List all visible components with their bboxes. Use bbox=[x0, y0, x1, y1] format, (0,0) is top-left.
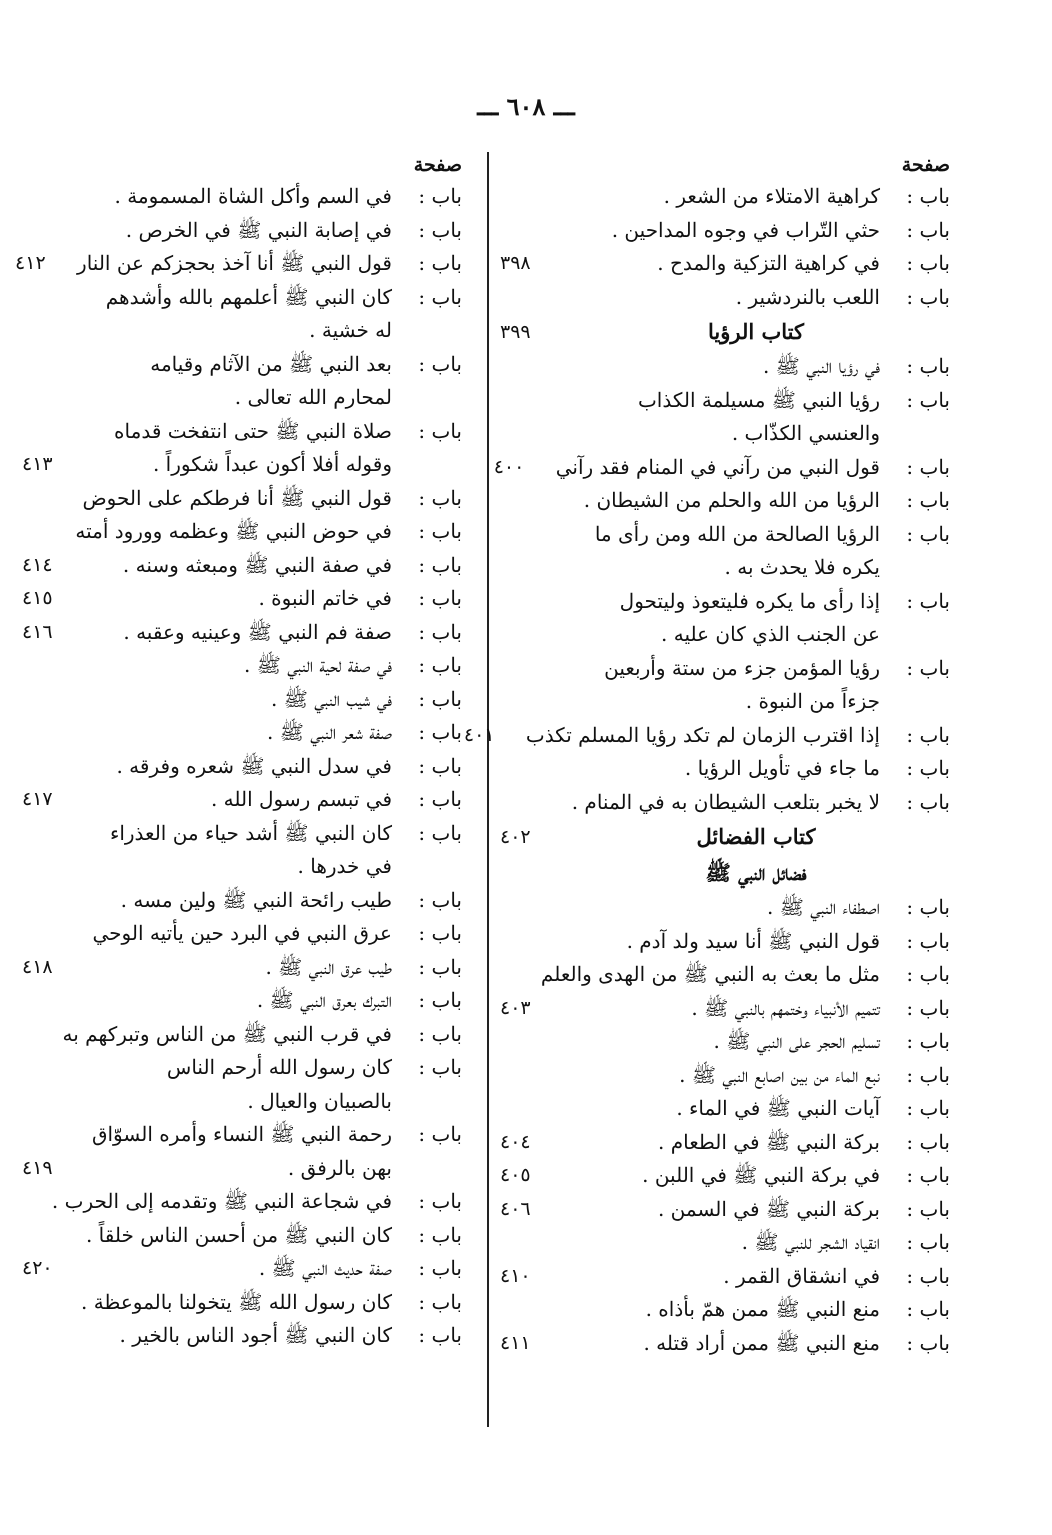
entry-label: باب : bbox=[906, 387, 950, 412]
entry-label: باب : bbox=[418, 217, 462, 242]
toc-entry bbox=[500, 1025, 950, 1059]
page-ref: ٤١٦ bbox=[22, 620, 53, 643]
entry-label: باب : bbox=[906, 895, 950, 919]
page-ref: ٤١٤ bbox=[22, 553, 53, 576]
toc-entry bbox=[500, 350, 950, 384]
entry-label: باب : bbox=[418, 1256, 462, 1280]
entry-text: قول النبي ﷺ أنا فرطكم على الحوض bbox=[82, 485, 392, 510]
entry-text: في تبسم رسول الله . bbox=[210, 787, 392, 811]
entry-text: في سدل النبي ﷺ شعره وفرقه . bbox=[116, 753, 392, 778]
entry-continuation bbox=[22, 448, 462, 482]
entry-text: في خدرها . bbox=[297, 854, 392, 878]
page-ref: ٤٠٤ bbox=[500, 1130, 531, 1153]
entry-text: انقياد الشجر للنبي ﷺ . bbox=[741, 1230, 880, 1254]
section-heading-text: كتاب الرؤيا bbox=[707, 319, 805, 344]
entry-text: رحمة النبي ﷺ النساء وأمره السوّاق bbox=[91, 1122, 392, 1146]
toc-entry bbox=[500, 958, 950, 992]
entry-label: باب : bbox=[418, 1055, 462, 1079]
entry-text: منع النبي ﷺ ممن همّ بأذاه . bbox=[645, 1297, 880, 1321]
entry-label: باب : bbox=[906, 284, 950, 309]
entry-text: اصطفاء النبي ﷺ . bbox=[767, 895, 880, 919]
toc-entry bbox=[500, 518, 950, 552]
entry-label: باب : bbox=[418, 552, 462, 577]
toc-entry bbox=[500, 1193, 950, 1227]
toc-entry bbox=[22, 348, 462, 382]
entry-label: باب : bbox=[906, 756, 950, 780]
page-number: ـــ ٦٠٨ ـــ bbox=[477, 92, 575, 121]
section-heading bbox=[500, 819, 950, 855]
toc-entry bbox=[22, 281, 462, 315]
page-ref: ٤٠٣ bbox=[500, 996, 531, 1019]
entry-label: باب : bbox=[418, 619, 462, 644]
entry-label: باب : bbox=[418, 988, 462, 1012]
entry-continuation bbox=[500, 618, 950, 652]
toc-entry bbox=[500, 752, 950, 786]
toc-entry bbox=[22, 616, 462, 650]
toc-entry bbox=[500, 1059, 950, 1093]
page-ref: ٤١٠ bbox=[500, 1264, 531, 1287]
entry-continuation bbox=[500, 417, 950, 451]
toc-entry bbox=[22, 750, 462, 784]
section-heading bbox=[500, 855, 950, 891]
entry-label: باب : bbox=[906, 655, 950, 680]
entry-text: بركة النبي ﷺ في السمن . bbox=[657, 1196, 880, 1221]
entry-label: باب : bbox=[418, 1122, 462, 1146]
entry-label: باب : bbox=[906, 928, 950, 953]
entry-text: بالصبيان والعيال . bbox=[247, 1088, 392, 1113]
entry-label: باب : bbox=[418, 921, 462, 945]
toc-entry bbox=[22, 984, 462, 1018]
toc-entry bbox=[500, 1293, 950, 1327]
entry-text: قول النبي ﷺ أنا آخذ بحجزكم عن النار bbox=[77, 251, 392, 275]
page-ref: ٤٠٢ bbox=[500, 826, 531, 848]
page-ref: ٤١٧ bbox=[22, 788, 53, 810]
entry-label: باب : bbox=[906, 1029, 950, 1053]
entry-text: في رؤيا النبي ﷺ . bbox=[762, 354, 880, 378]
entry-label: باب : bbox=[418, 653, 462, 677]
entry-text: نبع الماء من بين اصابع النبي ﷺ . bbox=[679, 1062, 880, 1087]
entry-text: بركة النبي ﷺ في الطعام . bbox=[658, 1129, 880, 1154]
entry-text: صفة حديث النبي ﷺ . bbox=[258, 1256, 392, 1280]
entry-text: ما جاء في تأويل الرؤيا . bbox=[684, 756, 880, 780]
entry-label: باب : bbox=[906, 217, 950, 242]
toc-column-right bbox=[463, 150, 950, 1360]
entry-label: باب : bbox=[906, 789, 950, 814]
toc-entry bbox=[22, 482, 462, 516]
entry-continuation bbox=[22, 1152, 462, 1186]
toc-entry bbox=[500, 1159, 950, 1193]
page-ref: ٤٠٠ bbox=[493, 455, 525, 478]
entry-continuation bbox=[500, 551, 950, 585]
toc-entry bbox=[500, 484, 950, 518]
entry-continuation bbox=[22, 381, 462, 415]
entry-text: الرؤيا الصالحة من الله ومن رأى ما bbox=[594, 521, 880, 546]
entry-text: بعد النبي ﷺ من الآثام وقيامه bbox=[150, 351, 392, 376]
entry-text: لمحارم الله تعالى . bbox=[234, 385, 392, 409]
toc-entry bbox=[500, 992, 950, 1026]
page-ref: ٤٢٠ bbox=[22, 1257, 53, 1279]
entry-text: في قرب النبي ﷺ من الناس وتبركهم به bbox=[62, 1021, 392, 1046]
entry-text: في إصابة النبي ﷺ في الخرص . bbox=[125, 217, 392, 242]
entry-label: باب : bbox=[418, 485, 462, 510]
entry-text: لا يخبر بتلعب الشيطان به في المنام . bbox=[571, 789, 880, 814]
entry-label: باب : bbox=[418, 1289, 462, 1314]
toc-entry bbox=[22, 817, 462, 851]
entry-label: باب : bbox=[418, 251, 462, 275]
entry-text: كان رسول الله ﷺ يتخولنا بالموعظة . bbox=[80, 1289, 392, 1314]
toc-entry bbox=[500, 1260, 950, 1294]
column-heading-page: صفحة bbox=[413, 154, 462, 176]
entry-label: باب : bbox=[418, 720, 462, 744]
entry-label: باب : bbox=[418, 1021, 462, 1046]
entry-label: باب : bbox=[418, 686, 462, 711]
entry-text: قول النبي ﷺ أنا سيد ولد آدم . bbox=[626, 928, 880, 953]
entry-text: كان النبي ﷺ أعلمهم بالله وأشدهم bbox=[105, 284, 392, 309]
entry-text: في صفة النبي ﷺ ومبعثه وسنه . bbox=[122, 552, 392, 577]
entry-label: باب : bbox=[906, 1297, 950, 1321]
entry-text: يكره فلا يحدث به . bbox=[724, 555, 880, 579]
entry-label: باب : bbox=[906, 1330, 950, 1355]
toc-entry bbox=[500, 786, 950, 820]
entry-text: آيات النبي ﷺ في الماء . bbox=[676, 1096, 880, 1120]
page-ref: ٤٠٦ bbox=[500, 1197, 531, 1220]
entry-continuation bbox=[22, 1085, 462, 1119]
entry-text: في خاتم النبوة . bbox=[258, 586, 392, 610]
entry-label: باب : bbox=[906, 1196, 950, 1221]
toc-column-left bbox=[15, 150, 462, 1353]
toc-entry bbox=[22, 884, 462, 918]
entry-label: باب : bbox=[418, 184, 462, 208]
entry-text: رؤيا المؤمن جزء من ستة وأربعين bbox=[604, 655, 880, 680]
entry-label: باب : bbox=[418, 418, 462, 443]
entry-label: باب : bbox=[906, 488, 950, 512]
toc-entry bbox=[22, 1219, 462, 1253]
toc-entry bbox=[22, 683, 462, 717]
entry-list bbox=[15, 180, 462, 1353]
entry-text: إذا اقترب الزمان لم تكد رؤيا المسلم تكذب bbox=[525, 722, 880, 747]
page-ref bbox=[500, 855, 562, 891]
entry-text: حثي التّراب في وجوه المداحين . bbox=[611, 217, 880, 242]
page-ref: ٤١٩ bbox=[22, 1156, 53, 1179]
entry-text: مثل ما بعث به النبي ﷺ من الهدى والعلم bbox=[540, 962, 880, 986]
entry-continuation bbox=[22, 850, 462, 884]
entry-label: باب : bbox=[906, 354, 950, 378]
toc-entry bbox=[22, 951, 462, 985]
page-ref: ٤١٢ bbox=[15, 252, 46, 274]
entry-label: باب : bbox=[906, 1129, 950, 1154]
entry-text: في انشقاق القمر . bbox=[723, 1263, 880, 1288]
entry-text: اللعب بالنردشير . bbox=[735, 284, 880, 309]
column-heading-page: صفحة bbox=[901, 154, 950, 176]
page-ref: ٤٠٥ bbox=[500, 1164, 531, 1186]
entry-label: باب : bbox=[418, 1323, 462, 1347]
entry-list bbox=[463, 180, 950, 1360]
entry-label: باب : bbox=[906, 995, 950, 1020]
entry-text: تسليم الحجر على النبي ﷺ . bbox=[713, 1029, 880, 1053]
entry-text: كان النبي ﷺ من أحسن الناس خلقاً . bbox=[85, 1222, 392, 1247]
column-divider bbox=[487, 152, 489, 1427]
toc-entry bbox=[22, 783, 462, 817]
toc-entry bbox=[22, 214, 462, 248]
entry-text: طيب رائحة النبي ﷺ ولين مسه . bbox=[120, 887, 392, 912]
entry-label: باب : bbox=[906, 962, 950, 986]
toc-entry bbox=[22, 1118, 462, 1152]
entry-text: تتميم الأنبياء وختمهم بالنبي ﷺ . bbox=[691, 995, 880, 1020]
entry-label: باب : bbox=[906, 521, 950, 546]
entry-text: في حوض النبي ﷺ وعظمه وورود أمته bbox=[75, 519, 392, 543]
toc-entry bbox=[500, 384, 950, 418]
entry-text: التبرك بعرق النبي ﷺ . bbox=[256, 988, 392, 1012]
entry-label: باب : bbox=[418, 954, 462, 979]
entry-text: جزءاً من النبوة . bbox=[745, 689, 880, 713]
toc-entry bbox=[500, 247, 950, 281]
entry-label: باب : bbox=[906, 1263, 950, 1288]
entry-text: في شيب النبي ﷺ . bbox=[270, 686, 392, 711]
section-heading-text: كتاب الفضائل bbox=[696, 824, 816, 849]
toc-entry bbox=[22, 1051, 462, 1085]
entry-text: في شجاعة النبي ﷺ وتقدمه إلى الحرب . bbox=[51, 1189, 392, 1213]
entry-text: منع النبي ﷺ ممن أراد قتله . bbox=[643, 1330, 880, 1355]
toc-entry bbox=[22, 515, 462, 549]
toc-entry bbox=[500, 180, 950, 214]
entry-text: إذا رأى ما يكره فليتعوذ وليتحول bbox=[619, 588, 880, 613]
entry-continuation bbox=[22, 314, 462, 348]
toc-entry bbox=[493, 451, 950, 485]
toc-entry bbox=[500, 585, 950, 619]
entry-text: في صفة لحية النبي ﷺ . bbox=[244, 653, 392, 677]
entry-label: باب : bbox=[418, 787, 462, 811]
entry-text: طيب عرق النبي ﷺ . bbox=[265, 954, 392, 979]
entry-label: باب : bbox=[906, 1163, 950, 1187]
entry-label: باب : bbox=[906, 1230, 950, 1254]
entry-label: باب : bbox=[906, 454, 950, 479]
entry-continuation bbox=[500, 685, 950, 719]
toc-entry bbox=[463, 719, 950, 753]
entry-text: صفة فم النبي ﷺ وعينيه وعقبه . bbox=[123, 619, 392, 644]
entry-label: باب : bbox=[418, 1189, 462, 1213]
toc-entry bbox=[22, 1185, 462, 1219]
toc-entry bbox=[500, 652, 950, 686]
toc-entry bbox=[500, 281, 950, 315]
entry-label: باب : bbox=[906, 722, 950, 747]
toc-entry bbox=[15, 247, 462, 281]
entry-text: كان النبي ﷺ أجود الناس بالخير . bbox=[119, 1323, 392, 1347]
toc-entry bbox=[500, 1226, 950, 1260]
entry-text: والعنسي الكذّاب . bbox=[731, 421, 880, 445]
entry-text: كان النبي ﷺ أشد حياء من العذراء bbox=[109, 820, 392, 845]
page-ref: ٤١٨ bbox=[22, 955, 53, 978]
entry-text: له خشية . bbox=[309, 318, 392, 342]
toc-entry bbox=[22, 716, 462, 750]
page-ref: ٣٩٨ bbox=[500, 252, 531, 274]
page-ref: ٤١١ bbox=[500, 1331, 531, 1354]
entry-label: باب : bbox=[418, 753, 462, 778]
toc-entry bbox=[22, 1319, 462, 1353]
toc-entry bbox=[500, 891, 950, 925]
entry-label: باب : bbox=[418, 284, 462, 309]
toc-entry bbox=[22, 649, 462, 683]
entry-text: رؤيا النبي ﷺ مسيلمة الكذاب bbox=[637, 387, 880, 412]
entry-text: الرؤيا من الله والحلم من الشيطان . bbox=[583, 488, 880, 512]
toc-entry bbox=[22, 549, 462, 583]
entry-label: باب : bbox=[906, 1062, 950, 1087]
entry-text: في بركة النبي ﷺ في اللبن . bbox=[642, 1163, 880, 1187]
toc-entry bbox=[500, 925, 950, 959]
toc-entry bbox=[500, 1126, 950, 1160]
page-ref: ٣٩٩ bbox=[500, 321, 531, 343]
entry-label: باب : bbox=[418, 586, 462, 610]
entry-text: بهن بالرفق . bbox=[287, 1155, 392, 1180]
toc-entry bbox=[22, 917, 462, 951]
entry-text: في السم وأكل الشاة المسمومة . bbox=[114, 184, 392, 208]
toc-entry bbox=[22, 1018, 462, 1052]
entry-label: باب : bbox=[906, 588, 950, 613]
section-heading bbox=[500, 314, 950, 350]
toc-entry bbox=[500, 1092, 950, 1126]
entry-label: باب : bbox=[906, 1096, 950, 1120]
entry-label: باب : bbox=[418, 1222, 462, 1247]
toc-entry bbox=[22, 582, 462, 616]
toc-entry bbox=[500, 214, 950, 248]
page-ref: ٤١٣ bbox=[22, 453, 53, 475]
entry-label: باب : bbox=[418, 519, 462, 543]
toc-entry bbox=[500, 1327, 950, 1361]
entry-label: باب : bbox=[906, 251, 950, 275]
toc-entry bbox=[22, 415, 462, 449]
entry-label: باب : bbox=[906, 184, 950, 208]
entry-text: كراهية الامتلاء من الشعر . bbox=[663, 184, 880, 208]
page-ref: ٤٠١ bbox=[463, 723, 495, 746]
entry-text: صلاة النبي ﷺ حتى انتفخت قدماه bbox=[114, 418, 392, 443]
entry-label: باب : bbox=[418, 887, 462, 912]
section-heading-text: فضائل النبي ﷺ bbox=[705, 860, 807, 885]
entry-text: وقوله أفلا أكون عبداً شكوراً . bbox=[152, 452, 392, 476]
entry-text: صفة شعر النبي ﷺ . bbox=[267, 720, 392, 744]
entry-label: باب : bbox=[418, 351, 462, 376]
entry-text: كان رسول الله أرحم الناس bbox=[166, 1055, 392, 1079]
toc-entry bbox=[22, 180, 462, 214]
toc-entry bbox=[22, 1286, 462, 1320]
page-ref: ٤١٥ bbox=[22, 587, 53, 609]
entry-label: باب : bbox=[418, 820, 462, 845]
entry-text: قول النبي من رآني في المنام فقد رآني bbox=[555, 454, 880, 479]
toc-entry bbox=[22, 1252, 462, 1286]
entry-text: عرق النبي في البرد حين يأتيه الوحي bbox=[92, 921, 392, 945]
entry-text: عن الجنب الذي كان عليه . bbox=[661, 622, 880, 646]
entry-text: في كراهية التزكية والمدح . bbox=[657, 251, 880, 275]
